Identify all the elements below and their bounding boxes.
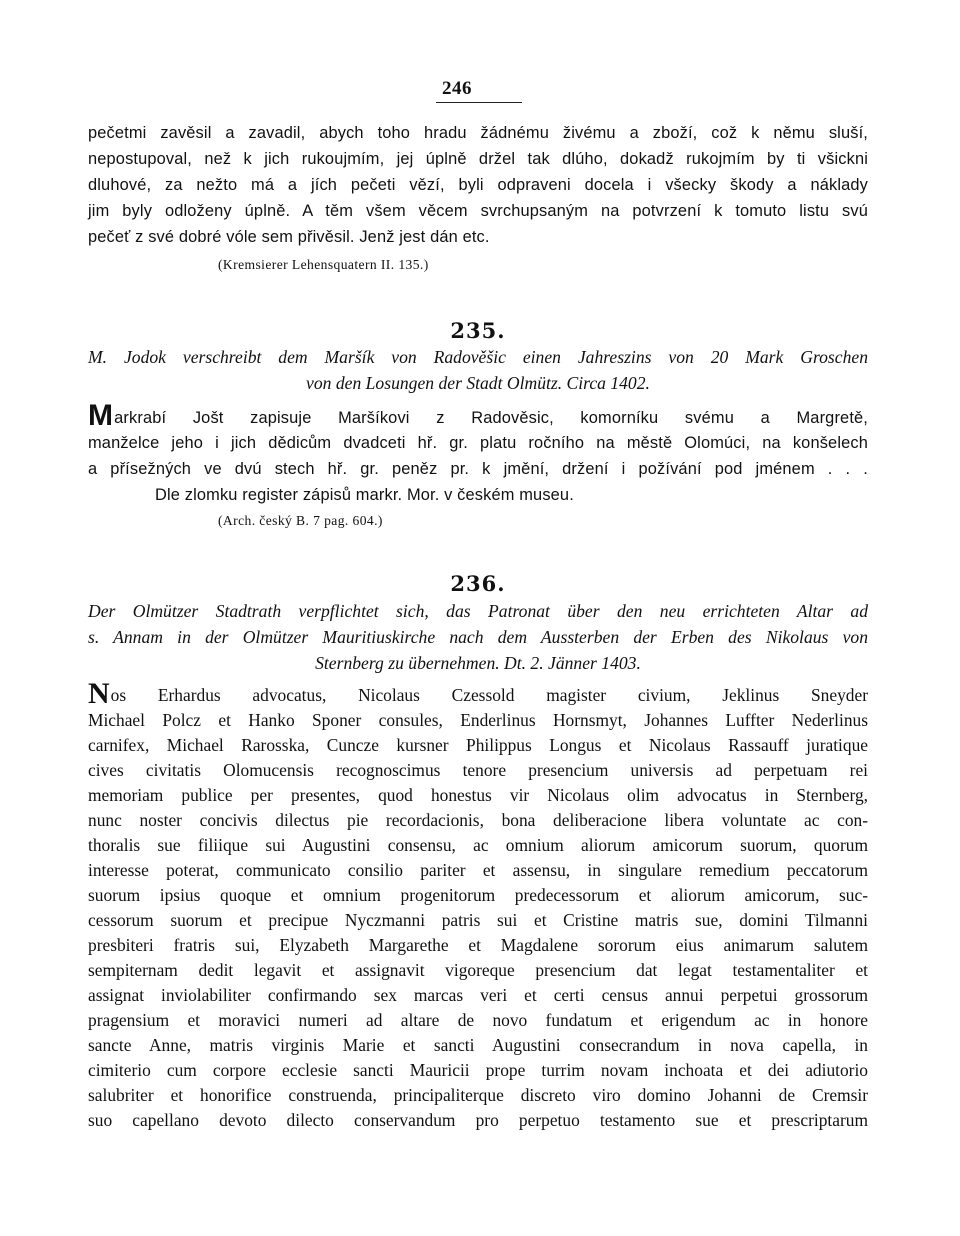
intro-line: pečeť z své dobré vóle sem přivěsil. Jenž jest dán etc. (88, 228, 490, 246)
doc236-line: memoriam publice per presentes, quod honestus vir Nicolaus olim advocatus in Sternberg, (88, 785, 868, 805)
intro-line: nepostupoval, než k jich rukoujmím, jej úplně držel tak dlúho, dokadž rukojmím by ti všickni (88, 150, 868, 168)
doc236-line: interesse poterat, communicato consilio pariter et assensu, in singulare remedium peccatorum (88, 860, 868, 880)
doc235-line: manželce jeho i jich dědicům dvadceti hř. gr. platu ročního na městě Olomúci, na konšelech (88, 434, 868, 452)
doc236-line: cives civitatis Olomucensis recognoscimus tenore presencium universis ad perpetuam rei (88, 760, 868, 780)
doc235-number: 235. (450, 318, 506, 343)
doc236-line: carnifex, Michael Rarosska, Cuncze kursner Philippus Longus et Nicolaus Rassauff juratique (88, 735, 868, 755)
page-number: 246 (442, 78, 472, 99)
doc236-initial: N (88, 677, 110, 710)
doc236-line: Michael Polcz et Hanko Sponer consules, Enderlinus Hornsmyt, Johannes Luffter Nederlinus (88, 710, 868, 730)
doc236-line: presbiteri fratris sui, Elyzabeth Margarethe et Magdalene sororum eius animarum salutem (88, 935, 868, 955)
doc236-line: sempiternam dedit legavit et assignavit vigoreque presencium dat legat testamentaliter et (88, 960, 868, 980)
doc236-number: 236. (450, 571, 506, 596)
doc235-first-line-text: arkrabí Jošt zapisuje Maršíkovi z Radověsic, komorníku svému a Margretě, (114, 409, 868, 427)
doc235-line: a přísežných ve dvú stech hř. gr. peněz pr. k jmění, držení i požívání pod jménem . . . (88, 460, 868, 478)
doc236-line: nunc noster concivis dilectus pie recordacionis, bona deliberacione libera voluntate ac con- (88, 810, 868, 830)
doc235-first-line (88, 399, 868, 432)
doc236-line: assignat inviolabiliter confirmando sex marcas veri et certi census annui perpetui grossorum (88, 985, 868, 1005)
doc235-line: Dle zlomku register zápisů markr. Mor. v českém museu. (155, 486, 574, 504)
doc236-line: salubriter et honorifice construenda, principaliterque discreto viro domino Johanni de Cremsir (88, 1085, 868, 1105)
doc235-initial: M (88, 399, 114, 432)
intro-line: jim byly odloženy úplně. A těm všem věcem svrchupsaným na potvrzení k tomuto listu svú (88, 202, 868, 220)
doc236-line: cessorum suorum et precipue Nyczmanni patris sui et Cristine matris sue, domini Tilmanni (88, 910, 868, 930)
doc236-regest-line: Sternberg zu übernehmen. Dt. 2. Jänner 1403. (315, 653, 641, 673)
intro-line: pečetmi zavěsil a zavadil, abych toho hradu žádnému živému a zboží, což k němu sluší, (88, 124, 868, 142)
doc236-first-line (88, 677, 868, 710)
doc235-regest-line: von den Losungen der Stadt Olmütz. Circa 1402. (306, 373, 650, 393)
doc236-regest-line: Der Olmützer Stadtrath verpflichtet sich, das Patronat über den neu errichteten Altar ad (88, 601, 868, 621)
intro-source-citation: (Kremsierer Lehensquatern II. 135.) (218, 257, 429, 272)
doc236-line: suo capellano devoto dilecto conservandum pro perpetuo testamento sue et prescriptarum (88, 1110, 868, 1130)
doc236-line: cimiterio cum corpore ecclesie sancti Mauricii prope turrim novam inchoata et dei adiutorio (88, 1060, 868, 1080)
page-number-rule (436, 102, 522, 103)
doc236-regest-line: s. Annam in der Olmützer Mauritiuskirche nach dem Aussterben der Erben des Nikolaus von (88, 627, 868, 647)
doc236-line: thoralis sue filiique sui Augustini consensu, ac omnium aliorum amicorum suorum, quorum (88, 835, 868, 855)
doc236-line: pragensium et moravici numeri ad altare de novo fundatum et erigendum ac in honore (88, 1010, 868, 1030)
doc235-source-citation: (Arch. český B. 7 pag. 604.) (218, 513, 383, 528)
doc236-line: suorum ipsius quoque et omnium progenitorum predecessorum et aliorum amicorum, suc- (88, 885, 868, 905)
intro-line: dluhové, za nežto má a jích pečeti vězí, byli odpraveni docela i všecky škody a náklady (88, 176, 868, 194)
doc236-line: sancte Anne, matris virginis Marie et sancti Augustini consecrandum in nova capella, in (88, 1035, 868, 1055)
doc236-first-line-text: os Erhardus advocatus, Nicolaus Czessold magister civium, Jeklinus Sneyder (110, 685, 868, 705)
doc235-regest-line: M. Jodok verschreibt dem Maršík von Radověšic einen Jahreszins von 20 Mark Groschen (88, 347, 868, 367)
